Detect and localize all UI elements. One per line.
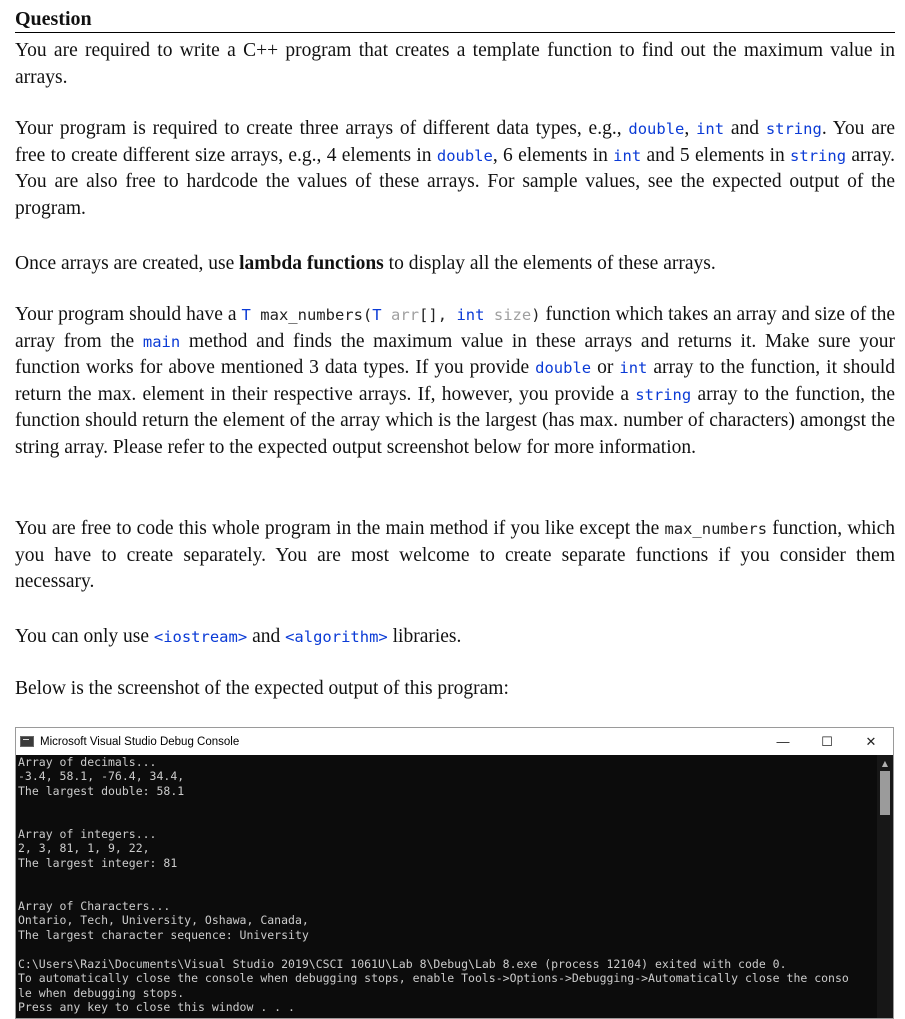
code-int: int: [619, 359, 648, 377]
console-output: Array of decimals... -3.4, 58.1, -76.4, 34.4, The largest double: 58.1 Array of integers... 2, 3, 81, 1, 9, 22, The largest integer: 81 Array of Characters... Ontario, Tech, University, Oshawa, Canada, The largest character sequence: University C:\Users\Razi\Documents\Visual Studio 2019\CSCI 1061U\Lab 8\Debug\Lab 8.exe (process 12104) exited with code 0. To automatically close the console when debugging stops, enable Tools->Options->Debugging->Automatically close the conso le when debugging stops. Press any key to close this window . . .: [18, 755, 849, 1014]
question-heading: Question: [15, 6, 895, 33]
code-double: double: [535, 359, 592, 377]
paragraph-intro: You are required to write a C++ program that creates a template function to find out the maximum value in arrays.: [15, 40, 895, 88]
code-int: int: [696, 120, 725, 138]
scroll-up-arrow-icon[interactable]: ▲: [881, 759, 889, 768]
maximize-button[interactable]: ☐: [821, 733, 833, 749]
function-signature: T max_numbers(T arr[], int size): [241, 306, 541, 324]
paragraph-libraries: You can only use <iostream> and <algorithm> libraries.: [15, 626, 462, 647]
code-algorithm: <algorithm>: [285, 628, 388, 646]
paragraph-max-numbers: Your program should have a T max_numbers(T arr[], int size) function which takes an array and size of the array from the main method and finds the maximum value in these arrays and returns it. Make sure your function works for above mentioned 3 data types. If you provide double or int array to the function, it should return the max. element in their respective arrays. If, however, you provide a string array to the function, the function should return the element of the array which is the largest (has max. number of characters) amongst the string array. Please refer to the expected output screenshot below for more information.: [15, 304, 896, 458]
code-string: string: [765, 120, 822, 138]
code-double: double: [436, 146, 493, 165]
debug-console-window: [15, 727, 894, 1019]
code-main: main: [142, 332, 181, 351]
console-title: Microsoft Visual Studio Debug Console: [40, 735, 240, 748]
console-app-icon: [20, 736, 34, 747]
bold-lambda-functions: lambda functions: [239, 253, 384, 274]
paragraph-main-method: You are free to code this whole program in the main method if you like except the max_numbers function, which you have to create separately. You are most welcome to create separate functions if you consider them necessary.: [15, 518, 895, 592]
code-int: int: [613, 146, 642, 165]
minimize-button[interactable]: —: [776, 734, 790, 749]
paragraph-screenshot-intro: Below is the screenshot of the expected output of this program:: [15, 678, 509, 699]
console-titlebar: [16, 728, 893, 755]
code-max-numbers: max_numbers: [664, 520, 768, 538]
code-double: double: [628, 120, 685, 138]
code-string: string: [635, 385, 692, 404]
paragraph-lambda: Once arrays are created, use lambda functions to display all the elements of these arrays.: [15, 253, 716, 274]
close-button[interactable]: ✕: [865, 733, 877, 749]
code-iostream: <iostream>: [153, 628, 248, 646]
code-string: string: [790, 146, 847, 165]
scroll-thumb[interactable]: [880, 771, 890, 815]
paragraph-arrays: Your program is required to create three arrays of different data types, e.g., double, int and string. You are free to create different size arrays, e.g., 4 elements in double, 6 elements in int and 5 elements in string array. You are also free to hardcode the values of these arrays. For sample values, see the expected output of the program.: [15, 118, 896, 219]
console-scrollbar[interactable]: [877, 755, 893, 1018]
